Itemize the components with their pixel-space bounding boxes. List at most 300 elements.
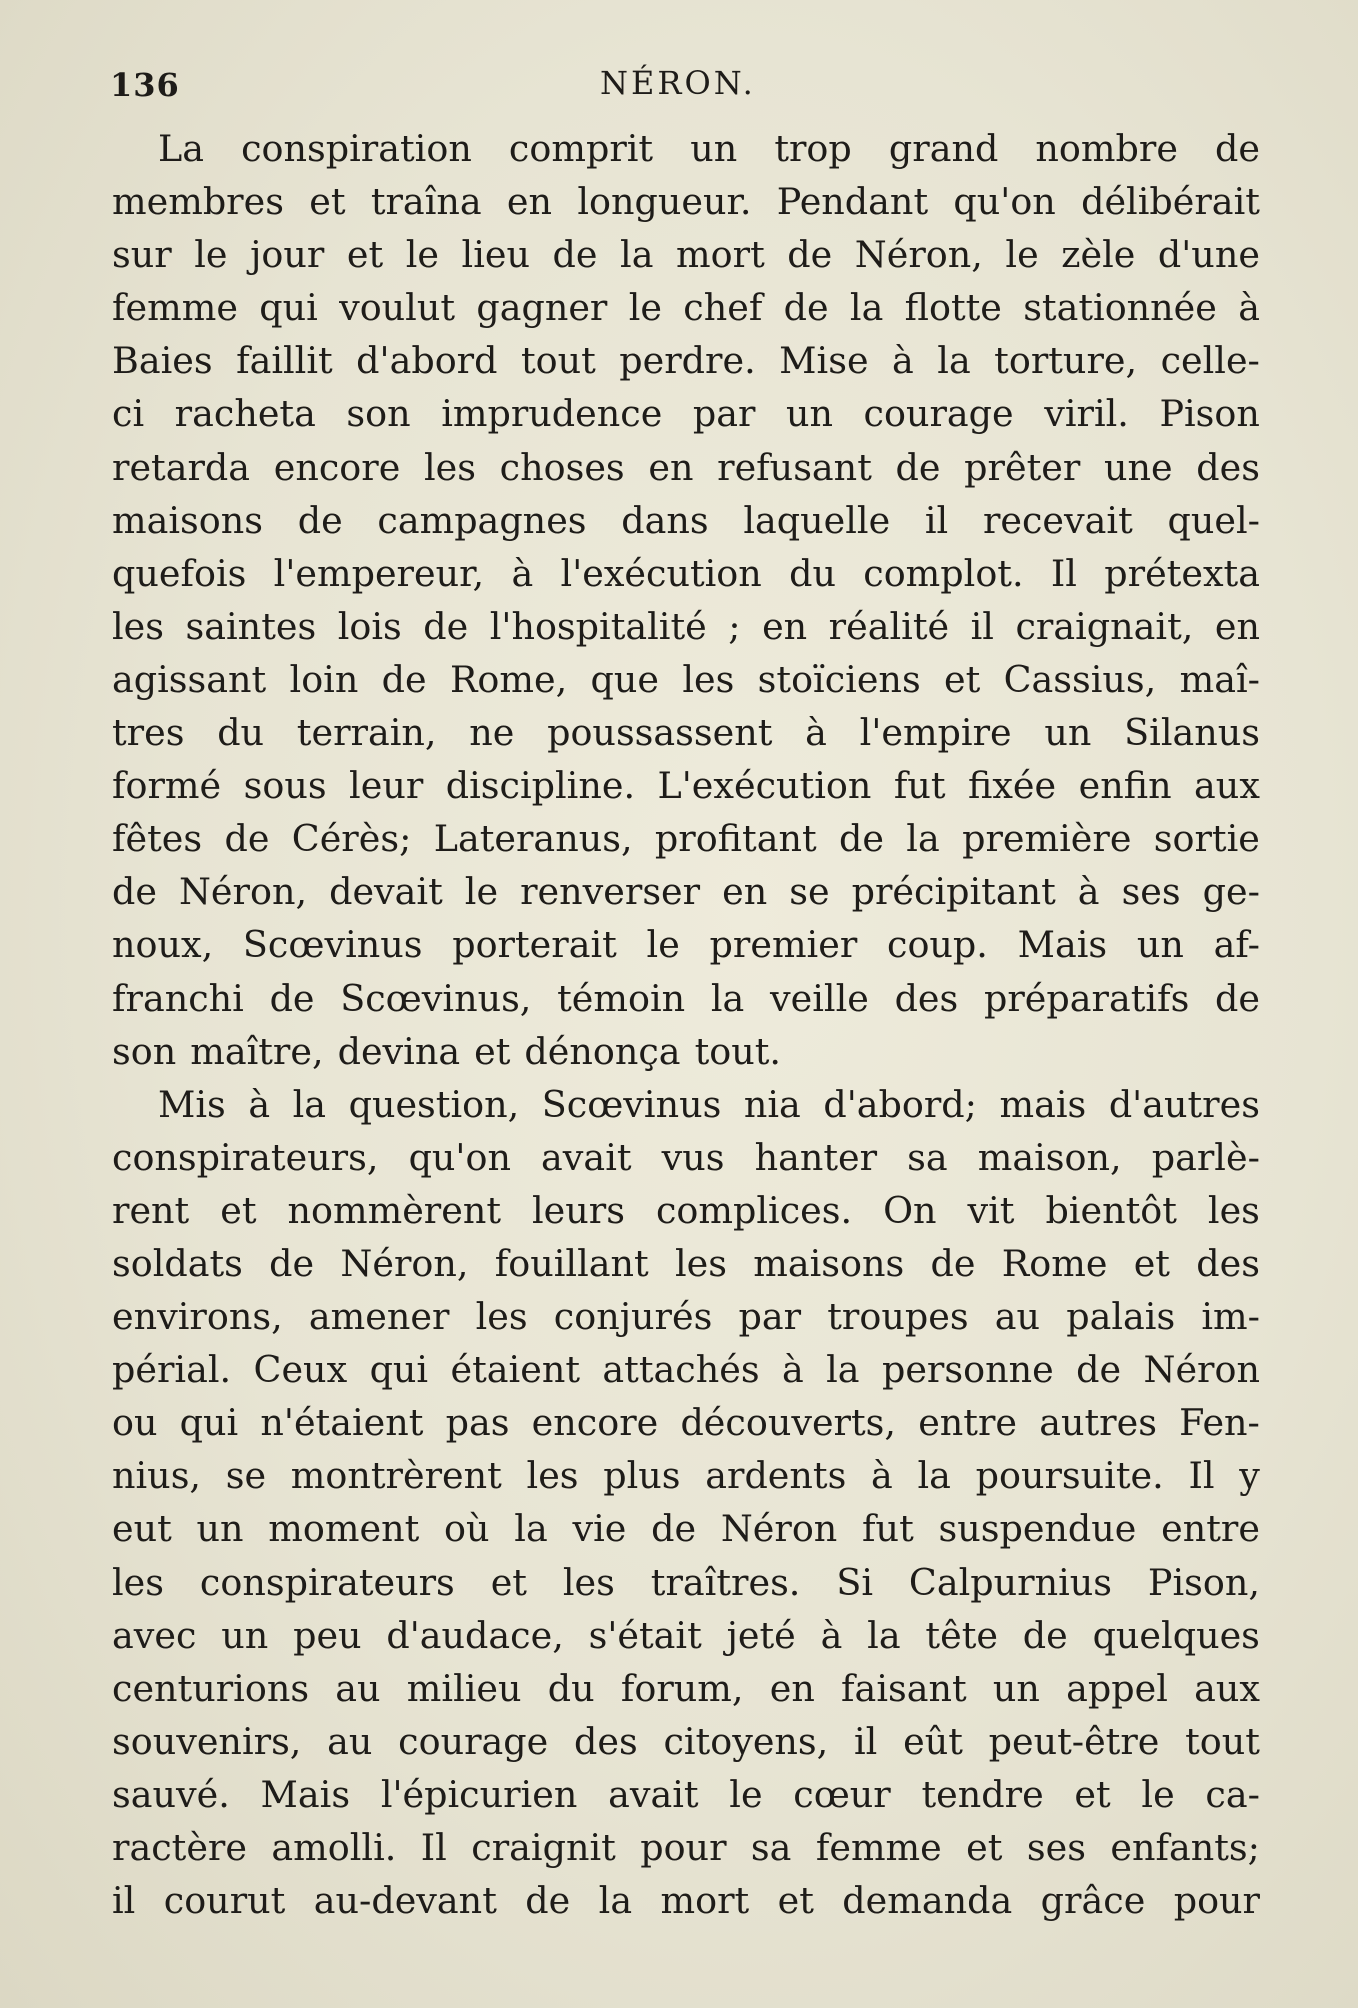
- word: ;: [728, 604, 741, 648]
- word: Il: [1050, 551, 1077, 595]
- word: la: [906, 817, 940, 861]
- word: le: [1141, 1772, 1175, 1816]
- word: mort: [676, 233, 765, 277]
- word: un: [690, 127, 738, 170]
- word: amolli.: [271, 1826, 397, 1869]
- word: témoin: [557, 976, 686, 1020]
- word: qu'on: [408, 1135, 511, 1179]
- word: maisons: [112, 498, 263, 542]
- word: ardents: [705, 1454, 847, 1498]
- page-header: [110, 60, 1260, 110]
- word: étaient: [450, 1348, 580, 1392]
- text-line: [112, 1078, 1260, 1131]
- word: où: [444, 1507, 490, 1551]
- word: Pendant: [776, 180, 929, 224]
- word: L'exécution: [657, 764, 872, 808]
- word: sous: [243, 764, 327, 808]
- word: ses: [1026, 1826, 1086, 1869]
- word: de: [224, 817, 270, 861]
- word: au: [327, 1719, 373, 1763]
- word: palais: [1066, 1295, 1176, 1339]
- word: se: [225, 1454, 267, 1498]
- word: ci: [112, 392, 145, 436]
- word: en: [1214, 604, 1260, 648]
- word: à: [248, 1082, 271, 1126]
- word: de: [1022, 1613, 1068, 1657]
- word: poussassent: [547, 711, 773, 755]
- word: Il: [420, 1826, 447, 1869]
- word: faillit: [236, 339, 333, 383]
- word: et: [474, 1029, 511, 1073]
- word: avec: [112, 1613, 197, 1657]
- word: les: [526, 1454, 579, 1498]
- word: avait: [541, 1135, 632, 1179]
- word: complices.: [655, 1188, 853, 1232]
- word: saintes: [185, 604, 317, 648]
- word: Néron,: [340, 1241, 469, 1285]
- word: retarda: [112, 445, 251, 489]
- word: du: [547, 1666, 595, 1710]
- word: veille: [770, 976, 869, 1020]
- word: de: [1215, 127, 1260, 170]
- word: et: [1133, 1241, 1170, 1285]
- word: Scœvinus: [242, 923, 423, 967]
- word: prêter: [964, 445, 1081, 489]
- word: moment: [268, 1507, 420, 1551]
- word: le: [1005, 233, 1039, 277]
- word: cœur: [793, 1772, 891, 1816]
- word: traîtres.: [650, 1560, 801, 1604]
- word: conjurés: [553, 1295, 713, 1339]
- word: centurions: [112, 1666, 310, 1710]
- text-line: [112, 494, 1260, 547]
- word: son: [112, 1029, 177, 1073]
- text-line: [112, 281, 1260, 334]
- word: grâce: [1040, 1879, 1146, 1923]
- word: suspendue: [938, 1507, 1137, 1551]
- word: ca-: [1205, 1772, 1260, 1816]
- word: quelques: [1092, 1613, 1260, 1657]
- word: attachés: [602, 1348, 760, 1392]
- word: le: [464, 870, 499, 914]
- word: le: [194, 233, 228, 277]
- word: précipitant: [851, 870, 1056, 914]
- word: Mais: [1017, 923, 1108, 967]
- word: de: [269, 976, 315, 1020]
- word: encore: [273, 445, 401, 489]
- word: vit: [967, 1188, 1015, 1232]
- word: jour: [250, 233, 325, 277]
- word: les: [1207, 1188, 1260, 1232]
- word: il: [112, 1879, 136, 1923]
- text-line: [112, 1343, 1260, 1396]
- word: ne: [469, 711, 515, 755]
- word: tout: [520, 339, 596, 383]
- word: les: [112, 1560, 165, 1604]
- word: d'abord;: [823, 1082, 977, 1126]
- text-line: [112, 334, 1260, 387]
- word: comprit: [508, 127, 654, 170]
- word: zèle: [1061, 233, 1136, 277]
- word: de: [783, 286, 829, 330]
- word: Cassius,: [1003, 657, 1157, 701]
- word: en: [769, 1666, 815, 1710]
- word: à: [871, 1454, 893, 1498]
- word: l'épicurien: [380, 1772, 578, 1816]
- word: Néron: [1143, 1348, 1260, 1392]
- text-line: [112, 1131, 1260, 1184]
- word: pour: [1173, 1879, 1260, 1923]
- word: Baies: [112, 339, 213, 383]
- word: l'hospitalité: [489, 604, 707, 648]
- word: le: [628, 286, 662, 330]
- word: un: [196, 1507, 244, 1551]
- word: la: [598, 1879, 633, 1923]
- word: maî-: [1179, 657, 1260, 701]
- word: en: [648, 445, 694, 489]
- word: en: [722, 870, 768, 914]
- word: stationnée: [1023, 286, 1217, 330]
- word: sa: [907, 1135, 948, 1179]
- word: l'empire: [859, 711, 1012, 755]
- word: y: [1239, 1454, 1260, 1498]
- word: d'autres: [1108, 1082, 1260, 1126]
- word: laquelle: [743, 498, 891, 542]
- word: de: [552, 233, 598, 277]
- text-line: [112, 547, 1260, 600]
- word: Pison,: [1147, 1560, 1260, 1604]
- word: un: [1044, 711, 1092, 755]
- word: tendre: [921, 1772, 1044, 1816]
- text-line: [112, 1556, 1260, 1609]
- word: conspirateurs,: [112, 1135, 379, 1179]
- word: maisons: [753, 1241, 905, 1285]
- word: fut: [862, 1507, 914, 1551]
- word: recevait: [982, 498, 1133, 542]
- word: première: [962, 817, 1132, 861]
- word: du: [789, 551, 836, 595]
- word: Lateranus,: [433, 817, 633, 861]
- word: la: [514, 1507, 548, 1551]
- word: et: [309, 180, 346, 224]
- word: au: [335, 1666, 381, 1710]
- word: demanda: [842, 1879, 1013, 1923]
- word: enfants;: [1110, 1826, 1260, 1869]
- word: stoïciens: [757, 657, 921, 701]
- word: souvenirs,: [112, 1719, 302, 1763]
- word: leur: [349, 764, 424, 808]
- text-line: [112, 1396, 1260, 1449]
- word: entre: [1161, 1507, 1260, 1551]
- word: l'exécution: [560, 551, 762, 595]
- word: appel: [1066, 1666, 1168, 1710]
- word: ou: [112, 1401, 158, 1445]
- word: Néron: [720, 1507, 838, 1551]
- word: Mise: [779, 339, 869, 383]
- word: prétexta: [1104, 551, 1260, 595]
- word: plus: [603, 1454, 681, 1498]
- word: qu'on: [953, 180, 1056, 224]
- word: eut: [112, 1507, 172, 1551]
- word: profitant: [654, 817, 817, 861]
- word: leurs: [532, 1188, 625, 1232]
- word: Mis: [158, 1082, 226, 1126]
- word: et: [1074, 1772, 1111, 1816]
- word: et: [346, 233, 384, 277]
- word: et: [966, 1826, 1003, 1869]
- word: n'étaient: [260, 1401, 424, 1445]
- text-line: [112, 387, 1260, 440]
- word: les: [562, 1560, 615, 1604]
- word: milieu: [406, 1666, 522, 1710]
- word: de: [381, 657, 427, 701]
- word: agissant: [112, 657, 267, 701]
- word: ge-: [1202, 870, 1260, 914]
- word: à: [805, 711, 827, 755]
- word: en: [762, 604, 808, 648]
- word: courage: [863, 392, 1014, 436]
- word: son: [346, 392, 411, 436]
- word: femme: [112, 286, 238, 330]
- word: premier: [709, 923, 858, 967]
- text-line: [112, 706, 1260, 759]
- word: loin: [289, 657, 359, 701]
- word: fixée: [968, 764, 1057, 808]
- word: au-devant: [313, 1879, 497, 1923]
- word: longueur.: [577, 180, 752, 224]
- word: il: [854, 1719, 878, 1763]
- word: chef: [683, 286, 763, 330]
- word: la: [826, 1348, 860, 1392]
- word: Pison: [1159, 392, 1260, 436]
- word: Scœvinus,: [340, 976, 532, 1020]
- word: de: [930, 1241, 976, 1285]
- word: la: [849, 286, 884, 330]
- word: discipline.: [445, 764, 636, 808]
- word: quel-: [1167, 498, 1260, 542]
- word: peut-être: [988, 1719, 1160, 1763]
- word: quefois: [112, 551, 247, 595]
- word: Rome,: [449, 657, 568, 701]
- word: Néron,: [178, 870, 308, 914]
- word: délibérait: [1081, 180, 1260, 224]
- word: parlè-: [1151, 1135, 1260, 1179]
- word: découverts,: [680, 1401, 896, 1445]
- text-line: [112, 1715, 1260, 1768]
- word: la: [292, 1082, 327, 1126]
- word: maison,: [977, 1135, 1122, 1179]
- word: Cérès;: [291, 817, 412, 861]
- word: réalité: [828, 604, 950, 648]
- word: Calpurnius: [908, 1560, 1113, 1604]
- word: du: [217, 711, 265, 755]
- word: pas: [445, 1401, 510, 1445]
- word: lois: [337, 604, 402, 648]
- word: sauvé.: [112, 1772, 230, 1816]
- word: conspiration: [241, 127, 472, 170]
- text-line: [112, 1662, 1260, 1715]
- word: entre: [918, 1401, 1018, 1445]
- word: un: [1136, 923, 1184, 967]
- word: terrain,: [296, 711, 437, 755]
- word: nommèrent: [287, 1188, 502, 1232]
- word: citoyens,: [663, 1719, 829, 1763]
- word: sur: [112, 233, 172, 277]
- text-line: [112, 1449, 1260, 1502]
- running-title: NÉRON.: [600, 64, 756, 102]
- word: refusant: [717, 445, 872, 489]
- word: de: [297, 498, 343, 542]
- word: au: [994, 1295, 1041, 1339]
- word: bientôt: [1045, 1188, 1177, 1232]
- word: la: [620, 233, 654, 277]
- word: d'audace,: [386, 1613, 564, 1657]
- word: troupes: [827, 1295, 969, 1339]
- word: complot.: [863, 551, 1024, 595]
- word: avait: [608, 1772, 699, 1816]
- word: amener: [308, 1295, 450, 1339]
- word: campagnes: [377, 498, 587, 542]
- word: ractère: [112, 1826, 247, 1869]
- word: maître,: [190, 1029, 324, 1073]
- text-line: [112, 1184, 1260, 1237]
- word: dénonça: [524, 1029, 681, 1073]
- word: aux: [1194, 1666, 1260, 1710]
- text-line: [112, 1609, 1260, 1662]
- word: trop: [774, 127, 852, 170]
- word: les: [112, 604, 165, 648]
- word: d'abord: [356, 339, 498, 383]
- word: poursuite.: [975, 1454, 1164, 1498]
- word: Scœvinus: [541, 1082, 722, 1126]
- word: les: [682, 657, 735, 701]
- word: craignait,: [1015, 604, 1194, 648]
- word: Rome: [1001, 1241, 1108, 1285]
- word: de: [269, 1241, 315, 1285]
- word: nombre: [1035, 127, 1178, 170]
- word: Il: [1188, 1454, 1215, 1498]
- word: qui: [259, 286, 318, 330]
- word: le: [646, 923, 680, 967]
- page-number: 136: [110, 66, 180, 104]
- word: lieu: [461, 233, 530, 277]
- word: tout.: [694, 1029, 781, 1073]
- word: aux: [1194, 764, 1260, 808]
- word: Silanus: [1124, 711, 1260, 755]
- word: courage: [398, 1719, 549, 1763]
- word: eût: [903, 1719, 963, 1763]
- word: rent: [112, 1188, 190, 1232]
- word: On: [883, 1188, 937, 1232]
- word: tête: [925, 1613, 998, 1657]
- word: les: [674, 1241, 727, 1285]
- word: et: [777, 1879, 814, 1923]
- word: l'empereur,: [273, 551, 485, 595]
- word: tout: [1185, 1719, 1260, 1763]
- word: se: [789, 870, 830, 914]
- word: fouillant: [494, 1241, 649, 1285]
- word: voulut: [339, 286, 456, 330]
- word: de: [895, 445, 941, 489]
- word: un: [785, 392, 833, 436]
- word: le: [729, 1772, 763, 1816]
- word: faisant: [841, 1666, 967, 1710]
- word: des: [1196, 1241, 1260, 1285]
- word: il: [924, 498, 949, 542]
- word: franchi: [112, 976, 244, 1020]
- word: et: [220, 1188, 257, 1232]
- word: de: [112, 870, 157, 914]
- word: gagner: [476, 286, 608, 330]
- word: autres: [1039, 1401, 1157, 1445]
- text-line: [112, 759, 1260, 812]
- text-line: [112, 600, 1260, 653]
- word: de: [1076, 1348, 1122, 1392]
- word: femme: [815, 1826, 942, 1869]
- word: à: [1077, 870, 1100, 914]
- text-line: [112, 918, 1260, 971]
- word: qui: [179, 1401, 239, 1445]
- word: pour: [640, 1826, 727, 1869]
- word: hanter: [754, 1135, 878, 1179]
- text-line: [112, 865, 1260, 918]
- word: une: [1103, 445, 1173, 489]
- word: sa: [750, 1826, 792, 1869]
- word: craignit: [471, 1826, 616, 1869]
- word: nius,: [112, 1454, 202, 1498]
- word: il: [970, 604, 994, 648]
- word: devait: [329, 870, 443, 914]
- word: des: [1196, 445, 1260, 489]
- word: de: [787, 233, 833, 277]
- word: de: [838, 817, 884, 861]
- word: traîna: [370, 180, 482, 224]
- text-line: [112, 972, 1260, 1025]
- word: soldats: [112, 1241, 243, 1285]
- word: d'une: [1157, 233, 1260, 277]
- text-line: [112, 1874, 1260, 1927]
- word: de: [651, 1507, 697, 1551]
- word: des: [894, 976, 959, 1020]
- word: en: [506, 180, 553, 224]
- word: torture,: [994, 339, 1138, 383]
- word: fêtes: [112, 817, 203, 861]
- word: un: [992, 1666, 1040, 1710]
- word: à: [511, 551, 534, 595]
- word: montrèrent: [290, 1454, 502, 1498]
- word: sortie: [1153, 817, 1260, 861]
- text-line: [112, 1025, 1260, 1078]
- word: des: [574, 1719, 638, 1763]
- word: que: [590, 657, 660, 701]
- word: mais: [999, 1082, 1087, 1126]
- word: jeté: [726, 1613, 796, 1657]
- word: qui: [369, 1348, 429, 1392]
- word: le: [405, 233, 439, 277]
- word: les: [475, 1295, 528, 1339]
- word: membres: [112, 180, 284, 224]
- word: dans: [621, 498, 709, 542]
- word: ses: [1121, 870, 1181, 914]
- text-line: [112, 1768, 1260, 1821]
- word: par: [738, 1295, 802, 1339]
- word: périal.: [112, 1348, 232, 1392]
- word: et: [490, 1560, 527, 1604]
- word: flotte: [904, 286, 1002, 330]
- word: et: [944, 657, 981, 701]
- word: courut: [163, 1879, 286, 1923]
- word: conspirateurs: [199, 1560, 455, 1604]
